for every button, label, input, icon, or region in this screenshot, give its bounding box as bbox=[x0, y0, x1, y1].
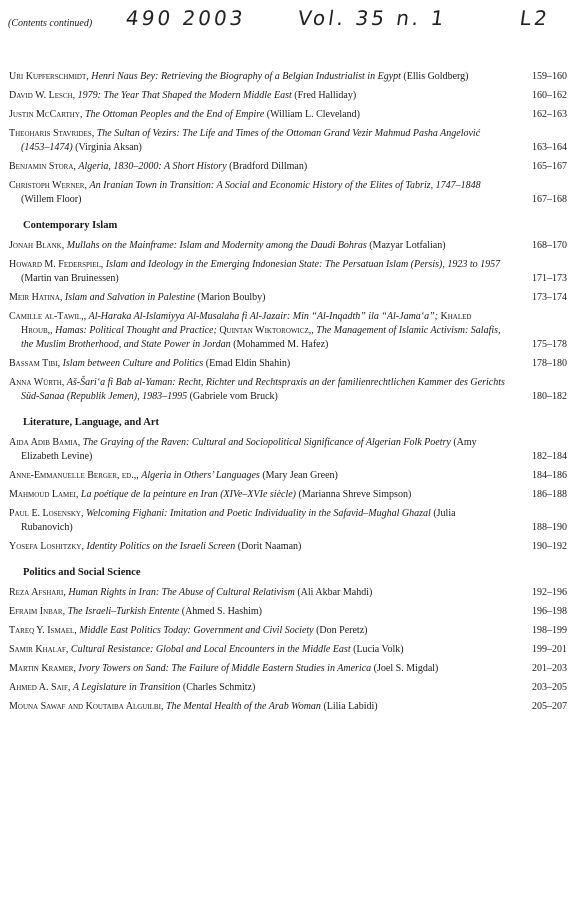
entry-author: Uri Kupferschmidt bbox=[9, 71, 87, 82]
toc-entry bbox=[9, 540, 571, 554]
entry-author: Tareq Y. Ismael bbox=[9, 625, 75, 636]
contents-list bbox=[9, 70, 571, 719]
entry-pages: 178–180 bbox=[532, 358, 567, 369]
entry-text: Tareq Y. Ismael, Middle East Politics Today: Government and Civil Society (Don Peretz) bbox=[9, 625, 368, 636]
toc-entry bbox=[9, 357, 571, 371]
entry-reviewer: (Gabriele vom Bruck) bbox=[189, 391, 278, 402]
entry-pages: 205–207 bbox=[532, 701, 567, 712]
entry-text: Mouna Sawaf and Koutaiba Alguilbi, The Mental Health of the Arab Woman (Lilia Labidi) bbox=[9, 701, 378, 712]
entry-pages: 184–186 bbox=[532, 470, 567, 481]
page-header bbox=[8, 4, 568, 44]
entry-author: David W. Lesch bbox=[9, 90, 73, 101]
toc-entry bbox=[9, 488, 571, 502]
entry-text: Camille al-Tawil,, Al-Haraka Al-Islamiyya Al-Musalaha fi Al-Jazair: Min “Al-Inqadth” ila “Al-Jama‘a”; Khaled Hroub,, Hamas: Political Thought and Practice; Quintan Wiktorowicz,, The Management of Islamic Activism: Salafis, the Muslim Brotherhood, and State Power in Jordan (Mohammed M. Hafez) bbox=[9, 311, 501, 350]
entry-text: Howard M. Federspiel, Islam and Ideology in the Emerging Indonesian State: The Persatuan Islam (Persis), 1923 to 1957 (Martin van Bruinessen) bbox=[9, 259, 501, 284]
entry-text: Reza Afshari, Human Rights in Iran: The Abuse of Cultural Relativism (Ali Akbar Mahdi) bbox=[9, 587, 373, 598]
entry-reviewer: (Charles Schmitz) bbox=[182, 682, 256, 693]
toc-entry bbox=[9, 291, 571, 305]
entry-reviewer: (Don Peretz) bbox=[316, 625, 368, 636]
entry-author: Anna Würth bbox=[9, 377, 62, 388]
entry-reviewer: (Joel S. Migdal) bbox=[373, 663, 439, 674]
entry-title: An Iranian Town in Transition: A Social and Economic History of the Elites of Tabriz, 1747–1848 bbox=[89, 180, 481, 191]
entry-reviewer: (Bradford Dillman) bbox=[229, 161, 308, 172]
toc-entry bbox=[9, 179, 571, 207]
entry-author: Camille al-Tawil, bbox=[9, 311, 84, 322]
entry-title: Islam and Ideology in the Emerging Indonesian State: The Persatuan Islam (Persis), 1923 to 1957 bbox=[105, 259, 501, 270]
entry-pages: 192–196 bbox=[532, 587, 567, 598]
entry-reviewer: (Ellis Goldberg) bbox=[403, 71, 469, 82]
entry-text: Theoharis Stavrides, The Sultan of Vezirs: The Life and Times of the Ottoman Grand Vezir Mahmud Pasha Angelović (1453–1474) (Virginia Aksan) bbox=[9, 128, 481, 153]
entry-author: Yosefa Loshitzky bbox=[9, 541, 82, 552]
entry-title: Hamas: Political Thought and Practice; bbox=[55, 325, 217, 336]
entry-pages: 199–201 bbox=[532, 644, 567, 655]
entry-pages: 165–167 bbox=[532, 161, 567, 172]
entry-author: Aida Adib Bamia bbox=[9, 437, 78, 448]
section-heading: Contemporary Islam bbox=[23, 220, 118, 231]
entry-author: Paul E. Losensky bbox=[9, 508, 81, 519]
toc-entry bbox=[9, 108, 571, 122]
entry-title: Henri Naus Bey: Retrieving the Biography of a Belgian Industrialist in Egypt bbox=[91, 71, 401, 82]
entry-title: Islam between Culture and Politics bbox=[62, 358, 204, 369]
entry-author: Howard M. Federspiel bbox=[9, 259, 101, 270]
entry-pages: 196–198 bbox=[532, 606, 567, 617]
entry-author: Khaled Hroub, bbox=[21, 311, 472, 336]
entry-pages: 173–174 bbox=[532, 292, 567, 303]
toc-entry bbox=[9, 436, 571, 464]
entry-text: Yosefa Loshitzky, Identity Politics on the Israeli Screen (Dorit Naaman) bbox=[9, 541, 302, 552]
entry-text: Uri Kupferschmidt, Henri Naus Bey: Retrieving the Biography of a Belgian Industrialist in Egypt (Ellis Goldberg) bbox=[9, 71, 469, 82]
entry-author: Reza Afshari bbox=[9, 587, 64, 598]
toc-entry bbox=[9, 662, 571, 676]
entry-reviewer: (Martin van Bruinessen) bbox=[21, 273, 119, 284]
entry-title: Islam and Salvation in Palestine bbox=[64, 292, 195, 303]
entry-text: Efraim Inbar, The Israeli–Turkish Entente (Ahmed S. Hashim) bbox=[9, 606, 263, 617]
toc-entry bbox=[9, 700, 571, 714]
entry-text: Mahmoud Lamei, La poétique de la peinture en Iran (XIVe–XVIe siècle) (Marianna Shreve Simpson) bbox=[9, 489, 412, 500]
toc-entry bbox=[9, 586, 571, 600]
entry-pages: 175–178 bbox=[532, 339, 567, 350]
entry-author: Ahmed A. Saif bbox=[9, 682, 68, 693]
entry-pages: 159–160 bbox=[532, 71, 567, 82]
toc-entry bbox=[9, 605, 571, 619]
entry-reviewer: (Emad Eldin Shahin) bbox=[205, 358, 291, 369]
entry-title: Welcoming Fighani: Imitation and Poetic Individuality in the Safavid–Mughal Ghazal bbox=[85, 508, 431, 519]
entry-title: 1979: The Year That Shaped the Modern Middle East bbox=[77, 90, 292, 101]
entry-author: Meir Hatina bbox=[9, 292, 60, 303]
toc-entry bbox=[9, 258, 571, 286]
entry-title: La poétique de la peinture en Iran (XIVe–XVIe siècle) bbox=[80, 489, 297, 500]
entry-text: Martin Kramer, Ivory Towers on Sand: The Failure of Middle Eastern Studies in America (Joel S. Migdal) bbox=[9, 663, 439, 674]
entry-reviewer: (Mazyar Lotfalian) bbox=[369, 240, 446, 251]
entry-text: Samir Khalaf, Cultural Resistance: Global and Local Encounters in the Middle East (Lucia Volk) bbox=[9, 644, 404, 655]
toc-entry bbox=[9, 624, 571, 638]
entry-reviewer: (Ahmed S. Hashim) bbox=[181, 606, 263, 617]
entry-author: Jonah Blank bbox=[9, 240, 62, 251]
entry-pages: 203–205 bbox=[532, 682, 567, 693]
entry-reviewer: (Fred Halliday) bbox=[294, 90, 357, 101]
entry-title: Cultural Resistance: Global and Local Encounters in the Middle East bbox=[70, 644, 351, 655]
entry-pages: 171–173 bbox=[532, 273, 567, 284]
entry-author: Christoph Werner bbox=[9, 180, 85, 191]
entry-pages: 162–163 bbox=[532, 109, 567, 120]
entry-text: Benjamin Stora, Algeria, 1830–2000: A Short History (Bradford Dillman) bbox=[9, 161, 308, 172]
entry-reviewer: (Willem Floor) bbox=[21, 194, 82, 205]
entry-title: Identity Politics on the Israeli Screen bbox=[86, 541, 236, 552]
entry-title: Mullahs on the Mainframe: Islam and Modernity among the Daudi Bohras bbox=[66, 240, 367, 251]
entry-reviewer: (Mary Jean Green) bbox=[262, 470, 338, 481]
entry-title: Ivory Towers on Sand: The Failure of Middle Eastern Studies in America bbox=[78, 663, 372, 674]
entry-author: Bassam Tibi bbox=[9, 358, 58, 369]
entry-title: Al-Haraka Al-Islamiyya Al-Musalaha fi Al-Jazair: Min “Al-Inqadth” ila “Al-Jama‘a”; bbox=[88, 311, 439, 322]
toc-entry bbox=[9, 89, 571, 103]
entry-title: The Graying of the Raven: Cultural and Sociopolitical Significance of Algerian Folk Poetry bbox=[82, 437, 451, 448]
entry-pages: 190–192 bbox=[532, 541, 567, 552]
entry-pages: 201–203 bbox=[532, 663, 567, 674]
entry-title: Algeria, 1830–2000: A Short History bbox=[78, 161, 227, 172]
entry-reviewer: (Mohammed M. Hafez) bbox=[233, 339, 329, 350]
entry-title: Middle East Politics Today: Government and Civil Society bbox=[79, 625, 314, 636]
toc-entry bbox=[9, 681, 571, 695]
entry-title: A Legislature in Transition bbox=[72, 682, 181, 693]
toc-entry bbox=[9, 239, 571, 253]
entry-text: Aida Adib Bamia, The Graying of the Raven: Cultural and Sociopolitical Significance of Algerian Folk Poetry (Amy Elizabeth Levine) bbox=[9, 437, 477, 462]
entry-pages: 168–170 bbox=[532, 240, 567, 251]
entry-title: Algeria in Others’ Languages bbox=[141, 470, 260, 481]
entry-reviewer: (Virginia Aksan) bbox=[75, 142, 142, 153]
contents-continued-label: (Contents continued) bbox=[8, 18, 93, 29]
entry-pages: 160–162 bbox=[532, 90, 567, 101]
entry-reviewer: (Julia Rubanovich) bbox=[21, 508, 456, 533]
entry-author: Benjamin Stora bbox=[9, 161, 74, 172]
entry-text: Bassam Tibi, Islam between Culture and Politics (Emad Eldin Shahin) bbox=[9, 358, 291, 369]
entry-title: Human Rights in Iran: The Abuse of Cultural Relativism bbox=[68, 587, 295, 598]
entry-pages: 188–190 bbox=[532, 522, 567, 533]
toc-entry bbox=[9, 127, 571, 155]
entry-author: Theoharis Stavrides bbox=[9, 128, 92, 139]
entry-text: Justin McCarthy, The Ottoman Peoples and the End of Empire (William L. Cleveland) bbox=[9, 109, 360, 120]
entry-author: Mahmoud Lamei bbox=[9, 489, 76, 500]
handwritten-shelf-note: L2 bbox=[518, 6, 552, 30]
entry-pages: 198–199 bbox=[532, 625, 567, 636]
entry-title: Aš-Šari‘a fi Bab al-Yaman: Recht, Richter und Rechtspraxis an der familienrechtlichen Kammer des Gerichts Süd-Sanaa (Republik Jemen), 1983–1995 bbox=[21, 377, 505, 402]
toc-entry bbox=[9, 507, 571, 535]
entry-reviewer: (Marion Boulby) bbox=[197, 292, 266, 303]
toc-entry bbox=[9, 70, 571, 84]
entry-text: Ahmed A. Saif, A Legislature in Transition (Charles Schmitz) bbox=[9, 682, 256, 693]
entry-pages: 186–188 bbox=[532, 489, 567, 500]
entry-reviewer: (Lilia Labidi) bbox=[323, 701, 378, 712]
entry-author: Anne-Emmanuelle Berger, ed., bbox=[9, 470, 137, 481]
entry-author: Quintan Wiktorowicz, bbox=[219, 325, 312, 336]
entry-author: Samir Khalaf bbox=[9, 644, 66, 655]
entry-author: Martin Kramer bbox=[9, 663, 74, 674]
entry-title: The Ottoman Peoples and the End of Empire bbox=[84, 109, 265, 120]
toc-entry bbox=[9, 469, 571, 483]
entry-reviewer: (Dorit Naaman) bbox=[237, 541, 302, 552]
entry-pages: 180–182 bbox=[532, 391, 567, 402]
entry-text: Christoph Werner, An Iranian Town in Transition: A Social and Economic History of the Elites of Tabriz, 1747–1848 (Willem Floor) bbox=[9, 180, 481, 205]
handwritten-issue-note: 490 2003 bbox=[124, 6, 248, 30]
entry-text: Anna Würth, Aš-Šari‘a fi Bab al-Yaman: Recht, Richter und Rechtspraxis an der familienrechtlichen Kammer des Gerichts Süd-Sanaa (Republik Jemen), 1983–1995 (Gabriele vom Bruck) bbox=[9, 377, 505, 402]
entry-reviewer: (Lucia Volk) bbox=[353, 644, 404, 655]
entry-title: The Sultan of Vezirs: The Life and Times of the Ottoman Grand Vezir Mahmud Pasha Angelović (1453–1474) bbox=[21, 128, 481, 153]
entry-reviewer: (Marianna Shreve Simpson) bbox=[298, 489, 412, 500]
entry-pages: 182–184 bbox=[532, 451, 567, 462]
entry-title: The Mental Health of the Arab Woman bbox=[165, 701, 321, 712]
toc-entry bbox=[9, 310, 571, 352]
toc-entry bbox=[9, 376, 571, 404]
entry-reviewer: (Ali Akbar Mahdi) bbox=[297, 587, 373, 598]
entry-text: Jonah Blank, Mullahs on the Mainframe: Islam and Modernity among the Daudi Bohras (Mazyar Lotfalian) bbox=[9, 240, 446, 251]
toc-entry bbox=[9, 643, 571, 657]
entry-text: Paul E. Losensky, Welcoming Fighani: Imitation and Poetic Individuality in the Safavid–Mughal Ghazal (Julia Rubanovich) bbox=[9, 508, 456, 533]
entry-text: Meir Hatina, Islam and Salvation in Palestine (Marion Boulby) bbox=[9, 292, 266, 303]
entry-reviewer: (William L. Cleveland) bbox=[266, 109, 360, 120]
entry-title: The Management of Islamic Activism: Salafis, the Muslim Brotherhood, and State Power in Jordan bbox=[21, 325, 501, 350]
handwritten-volume-note: Vol. 35 n. 1 bbox=[296, 6, 449, 30]
entry-pages: 163–164 bbox=[532, 142, 567, 153]
entry-text: David W. Lesch, 1979: The Year That Shaped the Modern Middle East (Fred Halliday) bbox=[9, 90, 357, 101]
entry-author: Mouna Sawaf and Koutaiba Alguilbi bbox=[9, 701, 161, 712]
entry-title: The Israeli–Turkish Entente bbox=[67, 606, 180, 617]
entry-author: Efraim Inbar bbox=[9, 606, 63, 617]
section-heading: Politics and Social Science bbox=[23, 567, 141, 578]
toc-entry bbox=[9, 160, 571, 174]
entry-pages: 167–168 bbox=[532, 194, 567, 205]
entry-text: Anne-Emmanuelle Berger, ed.,, Algeria in Others’ Languages (Mary Jean Green) bbox=[9, 470, 338, 481]
entry-reviewer: (Amy Elizabeth Levine) bbox=[21, 437, 477, 462]
entry-author: Justin McCarthy bbox=[9, 109, 80, 120]
section-heading: Literature, Language, and Art bbox=[23, 417, 160, 428]
